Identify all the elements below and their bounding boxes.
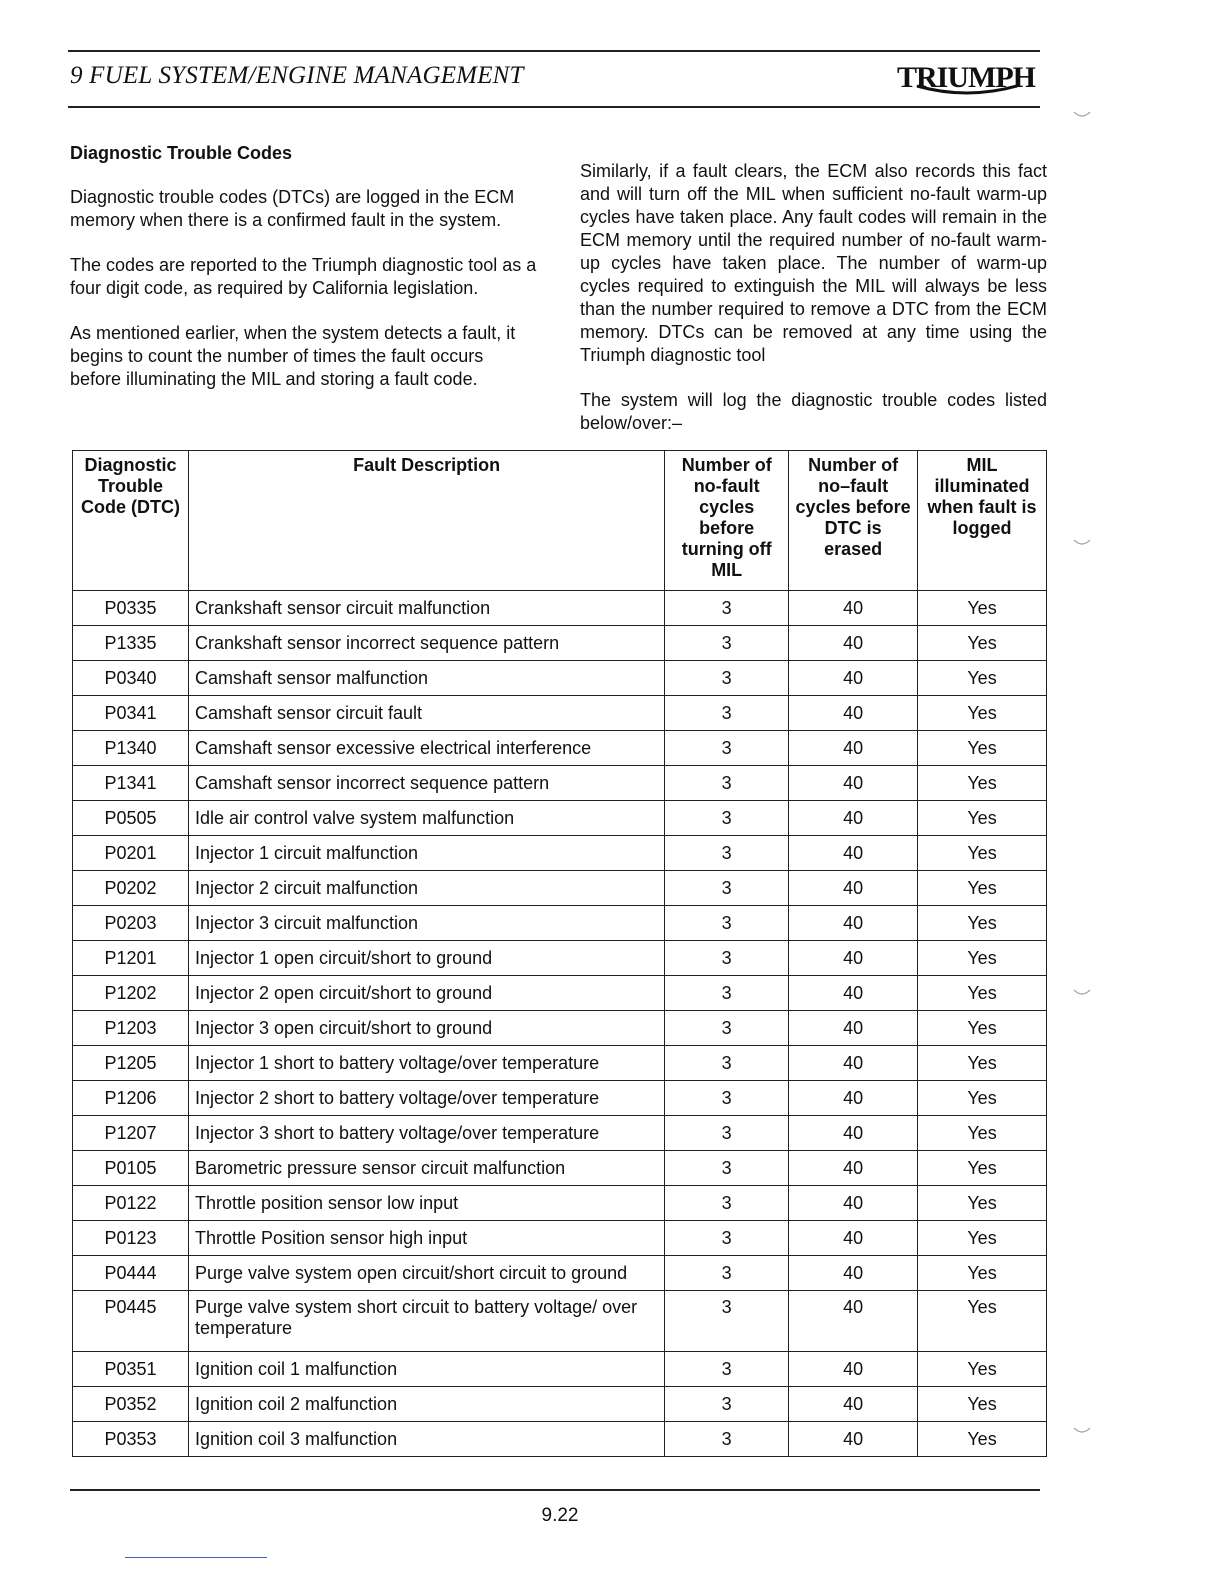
- cycles-mil-cell: 3: [665, 591, 789, 626]
- cycles-erase-cell: 40: [789, 731, 918, 766]
- fault-description-cell: Camshaft sensor excessive electrical interference: [188, 731, 664, 766]
- table-row: [73, 1291, 1047, 1352]
- dtc-code-cell: P0445: [73, 1291, 189, 1352]
- cycles-mil-cell: 3: [665, 1116, 789, 1151]
- cycles-mil-cell: 3: [665, 1387, 789, 1422]
- dtc-code-cell: P0341: [73, 696, 189, 731]
- cycles-mil-cell: 3: [665, 836, 789, 871]
- cycles-erase-cell: 40: [789, 1116, 918, 1151]
- paragraph: Similarly, if a fault clears, the ECM also records this fact and will turn off the MIL when sufficient no-fault warm-up cycles have taken place. Any fault codes will remain in the ECM memory until the required number of no-fault warm-up cycles have taken place. The number of warm-up cycles required to extinguish the MIL will always be less than the number required to remove a DTC from the ECM memory. DTCs can be removed at any time using the Triumph diagnostic tool: [580, 161, 1047, 365]
- cycles-erase-cell: 40: [789, 1081, 918, 1116]
- fault-description-cell: Ignition coil 2 malfunction: [188, 1387, 664, 1422]
- cycles-mil-cell: 3: [665, 766, 789, 801]
- mil-illuminated-cell: Yes: [918, 696, 1047, 731]
- table-row: [73, 1151, 1047, 1186]
- mil-illuminated-cell: Yes: [918, 871, 1047, 906]
- cycles-erase-cell: 40: [789, 836, 918, 871]
- cycles-erase-cell: 40: [789, 1011, 918, 1046]
- cycles-erase-cell: 40: [789, 1151, 918, 1186]
- column-header-description: Fault Description: [188, 451, 664, 591]
- brand-wordmark: TRIUMPH: [897, 61, 1035, 94]
- fault-description-cell: Crankshaft sensor circuit malfunction: [188, 591, 664, 626]
- cycles-erase-cell: 40: [789, 766, 918, 801]
- mil-illuminated-cell: Yes: [918, 801, 1047, 836]
- table-header-row: [73, 451, 1047, 591]
- dtc-code-cell: P1201: [73, 941, 189, 976]
- table-row: [73, 1046, 1047, 1081]
- cycles-mil-cell: 3: [665, 1256, 789, 1291]
- table-row: [73, 801, 1047, 836]
- dtc-code-cell: P0351: [73, 1352, 189, 1387]
- table-row: [73, 591, 1047, 626]
- fault-description-cell: Purge valve system open circuit/short circuit to ground: [188, 1256, 664, 1291]
- mil-illuminated-cell: Yes: [918, 1352, 1047, 1387]
- fault-description-cell: Ignition coil 3 malfunction: [188, 1422, 664, 1457]
- left-column-text: [70, 186, 538, 413]
- dtc-code-cell: P0105: [73, 1151, 189, 1186]
- header-bottom-rule: [68, 106, 1040, 108]
- punch-hole-mark-icon: [1072, 1420, 1092, 1440]
- mil-illuminated-cell: Yes: [918, 976, 1047, 1011]
- cycles-mil-cell: 3: [665, 1011, 789, 1046]
- cycles-mil-cell: 3: [665, 731, 789, 766]
- table-row: [73, 626, 1047, 661]
- mil-illuminated-cell: Yes: [918, 591, 1047, 626]
- cycles-erase-cell: 40: [789, 696, 918, 731]
- mil-illuminated-cell: Yes: [918, 1116, 1047, 1151]
- table-row: [73, 871, 1047, 906]
- fault-description-cell: Injector 2 circuit malfunction: [188, 871, 664, 906]
- mil-illuminated-cell: Yes: [918, 1046, 1047, 1081]
- mil-illuminated-cell: Yes: [918, 1081, 1047, 1116]
- cycles-erase-cell: 40: [789, 591, 918, 626]
- dtc-code-cell: P1341: [73, 766, 189, 801]
- fault-description-cell: Injector 3 circuit malfunction: [188, 906, 664, 941]
- triumph-logo: [893, 58, 1039, 98]
- fault-description-cell: Injector 1 short to battery voltage/over temperature: [188, 1046, 664, 1081]
- mil-illuminated-cell: Yes: [918, 1221, 1047, 1256]
- scan-artifact-line: [125, 1557, 267, 1558]
- dtc-code-cell: P1207: [73, 1116, 189, 1151]
- cycles-mil-cell: 3: [665, 906, 789, 941]
- fault-description-cell: Injector 1 open circuit/short to ground: [188, 941, 664, 976]
- mil-illuminated-cell: Yes: [918, 766, 1047, 801]
- mil-illuminated-cell: Yes: [918, 1256, 1047, 1291]
- header-top-rule: [68, 50, 1040, 52]
- dtc-code-cell: P0202: [73, 871, 189, 906]
- table-row: [73, 696, 1047, 731]
- mil-illuminated-cell: Yes: [918, 1186, 1047, 1221]
- dtc-code-cell: P0340: [73, 661, 189, 696]
- paragraph: Diagnostic trouble codes (DTCs) are logged in the ECM memory when there is a confirmed fault in the system.: [70, 187, 515, 230]
- cycles-erase-cell: 40: [789, 976, 918, 1011]
- mil-illuminated-cell: Yes: [918, 626, 1047, 661]
- cycles-erase-cell: 40: [789, 1352, 918, 1387]
- cycles-mil-cell: 3: [665, 1291, 789, 1352]
- cycles-mil-cell: 3: [665, 1081, 789, 1116]
- mil-illuminated-cell: Yes: [918, 1011, 1047, 1046]
- dtc-code-cell: P0353: [73, 1422, 189, 1457]
- cycles-mil-cell: 3: [665, 976, 789, 1011]
- fault-description-cell: Throttle position sensor low input: [188, 1186, 664, 1221]
- table-row: [73, 906, 1047, 941]
- table-row: [73, 766, 1047, 801]
- fault-description-cell: Injector 3 short to battery voltage/over temperature: [188, 1116, 664, 1151]
- dtc-code-cell: P0122: [73, 1186, 189, 1221]
- cycles-erase-cell: 40: [789, 1291, 918, 1352]
- dtc-code-cell: P1206: [73, 1081, 189, 1116]
- column-header-cycles-erase: Number of no–fault cycles before DTC is erased: [789, 451, 918, 591]
- cycles-erase-cell: 40: [789, 626, 918, 661]
- mil-illuminated-cell: Yes: [918, 1151, 1047, 1186]
- fault-description-cell: Crankshaft sensor incorrect sequence pattern: [188, 626, 664, 661]
- table-row: [73, 1422, 1047, 1457]
- dtc-code-cell: P1202: [73, 976, 189, 1011]
- cycles-mil-cell: 3: [665, 1221, 789, 1256]
- table-row: [73, 1387, 1047, 1422]
- cycles-mil-cell: 3: [665, 1186, 789, 1221]
- cycles-erase-cell: 40: [789, 1046, 918, 1081]
- cycles-erase-cell: 40: [789, 871, 918, 906]
- cycles-erase-cell: 40: [789, 906, 918, 941]
- cycles-erase-cell: 40: [789, 1387, 918, 1422]
- cycles-mil-cell: 3: [665, 626, 789, 661]
- paragraph: As mentioned earlier, when the system detects a fault, it begins to count the number of times the fault occurs before illuminating the MIL and storing a fault code.: [70, 323, 516, 389]
- table-row: [73, 1221, 1047, 1256]
- cycles-erase-cell: 40: [789, 661, 918, 696]
- fault-description-cell: Injector 3 open circuit/short to ground: [188, 1011, 664, 1046]
- dtc-code-cell: P0335: [73, 591, 189, 626]
- table-row: [73, 941, 1047, 976]
- paragraph: The system will log the diagnostic trouble codes listed below/over:–: [580, 390, 1047, 433]
- cycles-mil-cell: 3: [665, 801, 789, 836]
- cycles-erase-cell: 40: [789, 1256, 918, 1291]
- cycles-mil-cell: 3: [665, 941, 789, 976]
- column-header-dtc: Diagnostic Trouble Code (DTC): [73, 451, 189, 591]
- table-row: [73, 836, 1047, 871]
- cycles-mil-cell: 3: [665, 661, 789, 696]
- cycles-erase-cell: 40: [789, 941, 918, 976]
- cycles-mil-cell: 3: [665, 1422, 789, 1457]
- mil-illuminated-cell: Yes: [918, 836, 1047, 871]
- table-row: [73, 1186, 1047, 1221]
- punch-hole-mark-icon: [1072, 528, 1092, 548]
- dtc-code-cell: P0203: [73, 906, 189, 941]
- table-row: [73, 1352, 1047, 1387]
- table-row: [73, 731, 1047, 766]
- page-number: 9.22: [541, 1505, 579, 1526]
- punch-hole-mark-icon: [1072, 982, 1092, 1002]
- cycles-erase-cell: 40: [789, 1422, 918, 1457]
- mil-illuminated-cell: Yes: [918, 1422, 1047, 1457]
- fault-description-cell: Purge valve system short circuit to battery voltage/ over temperature: [188, 1291, 664, 1352]
- table-row: [73, 1256, 1047, 1291]
- column-header-cycles-mil: Number of no-fault cycles before turning off MIL: [665, 451, 789, 591]
- table-row: [73, 1116, 1047, 1151]
- dtc-code-cell: P1340: [73, 731, 189, 766]
- mil-illuminated-cell: Yes: [918, 661, 1047, 696]
- dtc-code-cell: P1203: [73, 1011, 189, 1046]
- cycles-mil-cell: 3: [665, 871, 789, 906]
- fault-description-cell: Camshaft sensor circuit fault: [188, 696, 664, 731]
- mil-illuminated-cell: Yes: [918, 1291, 1047, 1352]
- paragraph: The codes are reported to the Triumph diagnostic tool as a four digit code, as required by California legislation.: [70, 255, 537, 298]
- section-title: Diagnostic Trouble Codes: [70, 143, 293, 163]
- cycles-mil-cell: 3: [665, 1352, 789, 1387]
- footer-rule: [70, 1489, 1040, 1491]
- dtc-code-cell: P0123: [73, 1221, 189, 1256]
- dtc-table: [72, 450, 1047, 1457]
- mil-illuminated-cell: Yes: [918, 731, 1047, 766]
- table-body: [73, 591, 1047, 1457]
- dtc-code-cell: P0444: [73, 1256, 189, 1291]
- right-column-text: [580, 160, 1047, 457]
- fault-description-cell: Camshaft sensor incorrect sequence pattern: [188, 766, 664, 801]
- column-header-mil: MIL illuminated when fault is logged: [918, 451, 1047, 591]
- fault-description-cell: Camshaft sensor malfunction: [188, 661, 664, 696]
- table-row: [73, 1081, 1047, 1116]
- cycles-mil-cell: 3: [665, 1046, 789, 1081]
- mil-illuminated-cell: Yes: [918, 1387, 1047, 1422]
- cycles-erase-cell: 40: [789, 801, 918, 836]
- fault-description-cell: Barometric pressure sensor circuit malfunction: [188, 1151, 664, 1186]
- cycles-mil-cell: 3: [665, 696, 789, 731]
- table-row: [73, 976, 1047, 1011]
- fault-description-cell: Injector 2 open circuit/short to ground: [188, 976, 664, 1011]
- fault-description-cell: Throttle Position sensor high input: [188, 1221, 664, 1256]
- punch-hole-mark-icon: [1072, 104, 1092, 124]
- logo-swoosh-icon: [915, 84, 1019, 98]
- chapter-title: 9 FUEL SYSTEM/ENGINE MANAGEMENT: [70, 62, 524, 89]
- dtc-code-cell: P0201: [73, 836, 189, 871]
- fault-description-cell: Injector 2 short to battery voltage/over temperature: [188, 1081, 664, 1116]
- cycles-erase-cell: 40: [789, 1221, 918, 1256]
- fault-description-cell: Idle air control valve system malfunction: [188, 801, 664, 836]
- mil-illuminated-cell: Yes: [918, 941, 1047, 976]
- fault-description-cell: Ignition coil 1 malfunction: [188, 1352, 664, 1387]
- dtc-code-cell: P0505: [73, 801, 189, 836]
- table-row: [73, 661, 1047, 696]
- dtc-code-cell: P1335: [73, 626, 189, 661]
- dtc-code-cell: P0352: [73, 1387, 189, 1422]
- table-row: [73, 1011, 1047, 1046]
- cycles-erase-cell: 40: [789, 1186, 918, 1221]
- cycles-mil-cell: 3: [665, 1151, 789, 1186]
- mil-illuminated-cell: Yes: [918, 906, 1047, 941]
- fault-description-cell: Injector 1 circuit malfunction: [188, 836, 664, 871]
- dtc-code-cell: P1205: [73, 1046, 189, 1081]
